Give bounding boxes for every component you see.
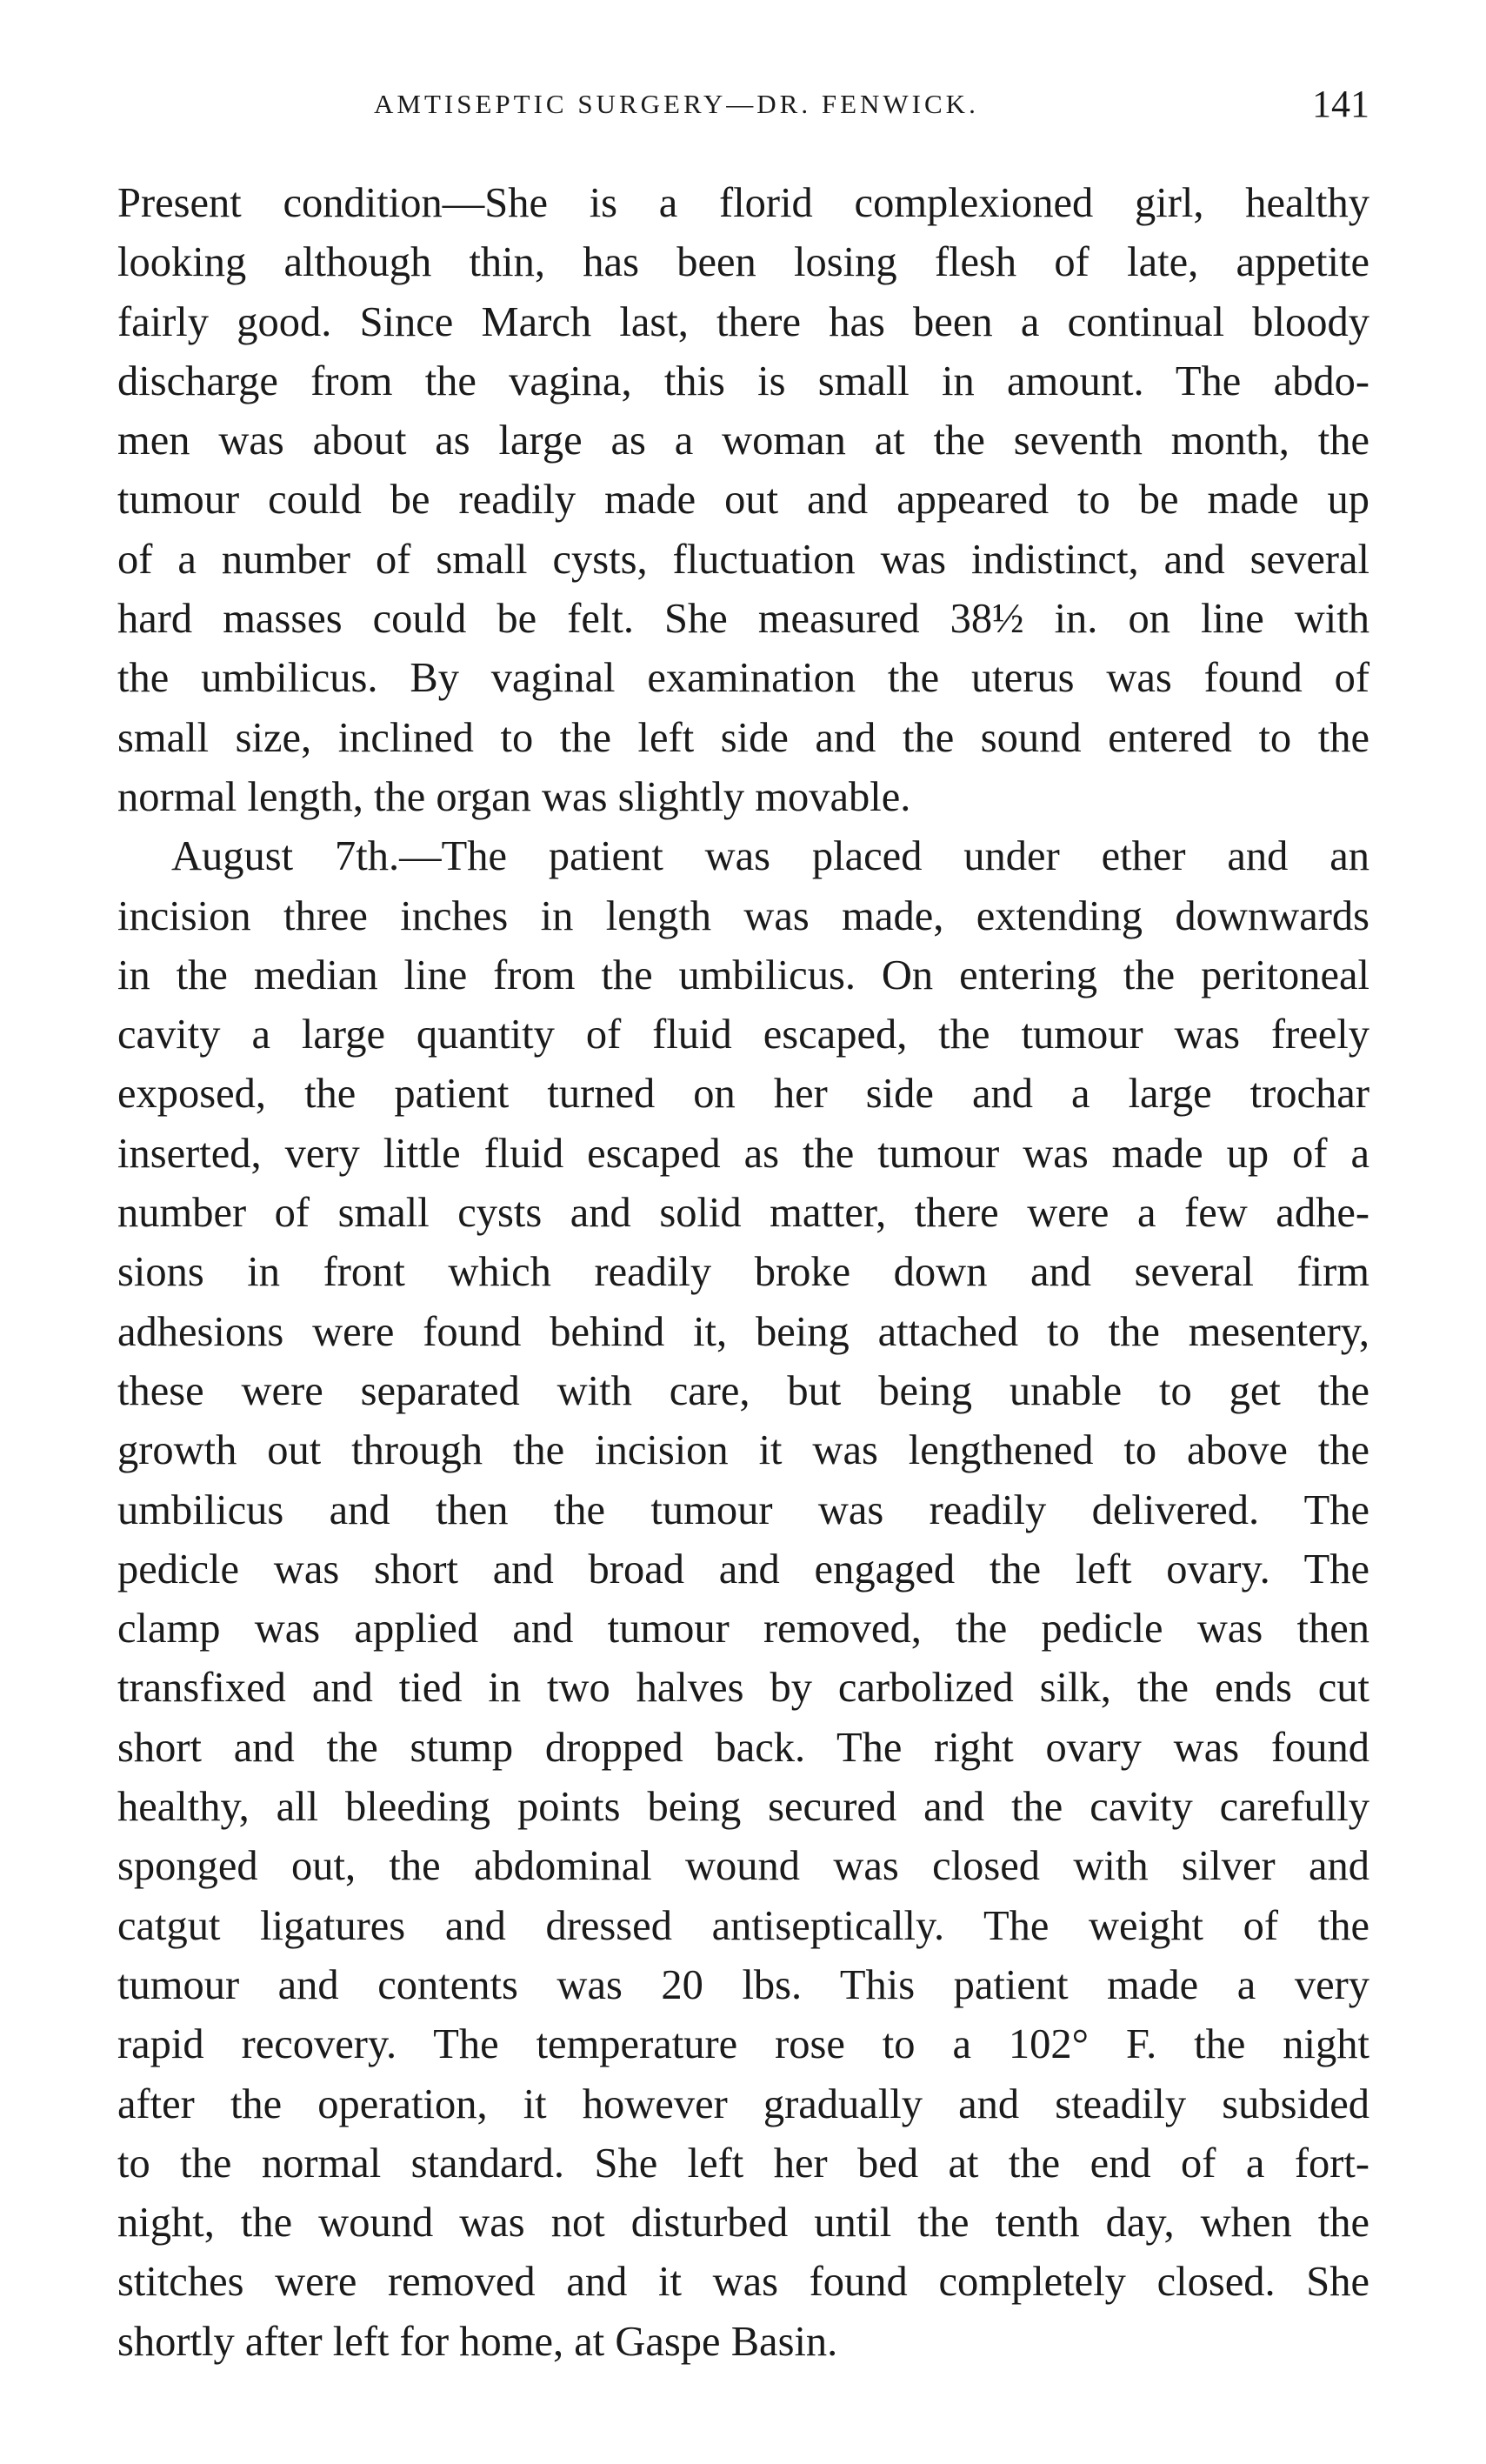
paragraph-present-condition — [117, 174, 1369, 827]
text-line: tumour could be readily made out and appeared to be made up — [117, 477, 1369, 524]
text-line: number of small cysts and solid matter, there were a few adhe- — [117, 1190, 1369, 1237]
text-line: Present condition—She is a florid complexioned girl, healthy — [117, 180, 1369, 226]
text-line: men was about as large as a woman at the seventh month, the — [117, 417, 1369, 464]
text-line: small size, inclined to the left side and the sound entered to the — [117, 714, 1369, 761]
running-title: AMTISEPTIC SURGERY—DR. FENWICK. — [374, 89, 979, 119]
text-line: tumour and contents was 20 lbs. This patient made a very — [117, 1961, 1369, 2008]
text-line: exposed, the patient turned on her side and a large trochar — [117, 1071, 1369, 1118]
text-line: discharge from the vagina, this is small in amount. The abdo- — [117, 357, 1369, 404]
text-line: rapid recovery. The temperature rose to a 102° F. the night — [117, 2021, 1369, 2068]
text-line: transfixed and tied in two halves by carbolized silk, the ends cut — [117, 1665, 1369, 1712]
text-line: sponged out, the abdominal wound was closed with silver and — [117, 1843, 1369, 1890]
text-line: cavity a large quantity of fluid escaped, the tumour was freely — [117, 1012, 1369, 1058]
text-line: incision three inches in length was made, extending downwards — [117, 892, 1369, 939]
text-line: adhesions were found behind it, being attached to the mesentery, — [117, 1308, 1369, 1355]
text-line: shortly after left for home, at Gaspe Basin. — [117, 2318, 838, 2365]
text-line: normal length, the organ was slightly movable. — [117, 773, 911, 820]
page-number: 141 — [1312, 83, 1369, 125]
text-line: growth out through the incision it was lengthened to above the — [117, 1427, 1369, 1474]
text-line: pedicle was short and broad and engaged the left ovary. The — [117, 1546, 1369, 1593]
text-line: the umbilicus. By vaginal examination the uterus was found of — [117, 655, 1369, 702]
text-line: healthy, all bleeding points being secured and the cavity carefully — [117, 1784, 1369, 1831]
text-line: after the operation, it however gradually and steadily subsided — [117, 2080, 1369, 2127]
body-text — [117, 174, 1369, 2372]
text-line: catgut ligatures and dressed antiseptically. The weight of the — [117, 1902, 1369, 1949]
text-line: night, the wound was not disturbed until the tenth day, when the — [117, 2200, 1369, 2247]
text-line: of a number of small cysts, fluctuation was indistinct, and several — [117, 536, 1369, 583]
text-line: inserted, very little fluid escaped as the tumour was made up of a — [117, 1130, 1369, 1177]
text-line: sions in front which readily broke down and several firm — [117, 1249, 1369, 1296]
running-head — [117, 80, 1369, 132]
text-line: these were separated with care, but being unable to get the — [117, 1367, 1369, 1414]
text-line: August 7th.—The patient was placed under ether and an — [171, 833, 1369, 880]
text-line: short and the stump dropped back. The right ovary was found — [117, 1724, 1369, 1771]
text-line: to the normal standard. She left her bed at the end of a fort- — [117, 2140, 1369, 2187]
text-line: umbilicus and then the tumour was readily delivered. The — [117, 1486, 1369, 1533]
text-line: in the median line from the umbilicus. On entering the peritoneal — [117, 952, 1369, 998]
paragraph-august-7th — [117, 827, 1369, 2372]
text-line: looking although thin, has been losing flesh of late, appetite — [117, 239, 1369, 286]
text-line: fairly good. Since March last, there has been a continual bloody — [117, 298, 1369, 345]
text-line: stitches were removed and it was found completely closed. She — [117, 2259, 1369, 2306]
text-line: clamp was applied and tumour removed, the pedicle was then — [117, 1606, 1369, 1653]
text-line: hard masses could be felt. She measured 38½ in. on line with — [117, 596, 1369, 643]
